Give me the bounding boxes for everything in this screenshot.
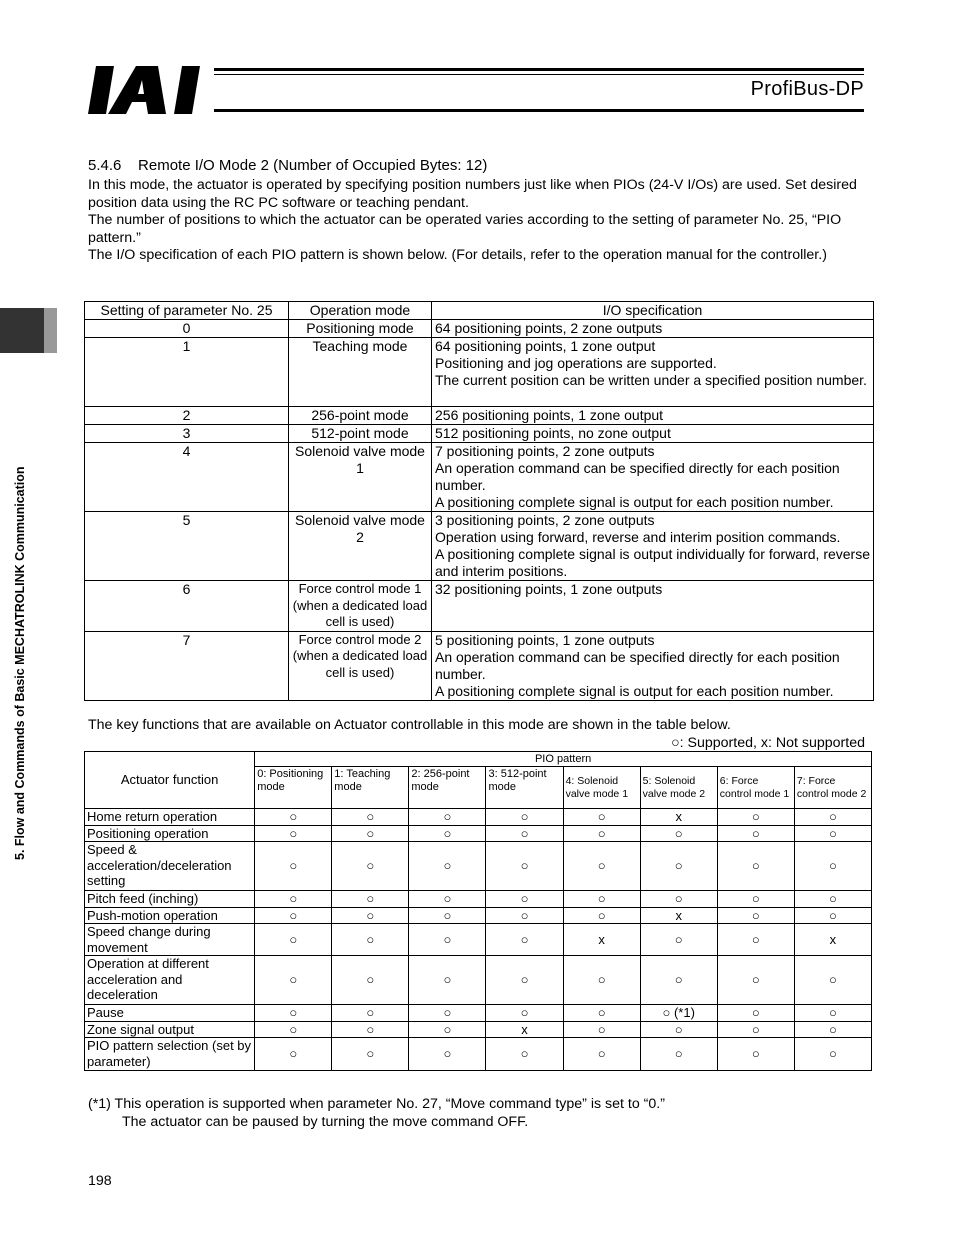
pattern-header: 5: Solenoid valve mode 2 [640,767,717,809]
support-legend: ○: Supported, x: Not supported [671,735,865,751]
support-cell: ○ [563,1038,640,1071]
setting-cell: 1 [85,338,289,407]
support-cell: ○ [794,956,871,1005]
table-row [85,425,874,443]
support-cell: ○ [563,825,640,842]
footnote [88,1096,665,1131]
setting-cell: 5 [85,512,289,581]
intro-paragraph: The I/O specification of each PIO pattern is shown below. (For details, refer to the operation manual for the controller.) [88,247,827,264]
support-cell: ○ [409,907,486,924]
support-cell: ○ [486,907,563,924]
pattern-header: 2: 256-point mode [409,767,486,809]
support-cell: ○ [332,907,409,924]
table-row [85,1021,872,1038]
support-cell: ○ [332,1038,409,1071]
support-cell: ○ [717,842,794,891]
support-cell: ○ [486,1005,563,1022]
support-cell: ○ [486,891,563,908]
intro-paragraph: The number of positions to which the actuator can be operated varies according to the setting of parameter No. 25, “PIO pattern.” [88,212,842,246]
support-cell: ○ [255,1038,332,1071]
spec-cell [432,631,874,700]
support-cell: ○ [486,842,563,891]
mode-cell: Force control mode 2 (when a dedicated load cell is used) [289,631,432,700]
support-cell: ○ [640,956,717,1005]
mode-cell: 512-point mode [289,425,432,443]
table-row [85,956,872,1005]
header-rule-bottom [214,109,864,112]
support-cell: ○ [409,825,486,842]
support-cell: ○ [563,809,640,826]
pattern-header: 6: Force control mode 1 [717,767,794,809]
table-row [85,825,872,842]
support-cell: ○ [640,924,717,956]
function-name-cell: PIO pattern selection (set by parameter) [85,1038,255,1071]
table-row [85,581,874,632]
function-name-cell: Positioning operation [85,825,255,842]
spec-line: A positioning complete signal is output individually for forward, reverse and interim positions. [435,546,871,579]
support-cell: ○ [255,891,332,908]
function-name-cell: Operation at different acceleration and deceleration [85,956,255,1005]
support-cell: ○ [640,1021,717,1038]
footnote-line: The actuator can be paused by turning the move command OFF. [122,1113,529,1130]
support-cell: x [563,924,640,956]
support-cell: ○ [332,924,409,956]
support-cell: ○ [794,1021,871,1038]
spec-line: A positioning complete signal is output for each position number. [435,682,834,699]
support-cell: ○ [794,1005,871,1022]
table-row [85,631,874,700]
support-cell: ○ [409,891,486,908]
spec-line: 5 positioning points, 1 zone outputs [435,631,655,648]
function-name-cell: Home return operation [85,809,255,826]
intro-paragraph: In this mode, the actuator is operated by specifying position numbers just like when PIOs (24-V I/Os) are used. Set desired position data using the RC PC software or teaching pendant. [88,177,857,211]
table-group-header-row [85,752,872,767]
header-rule-thin [214,74,864,75]
pattern-header: 0: Positioning mode [255,767,332,809]
mode-cell: Positioning mode [289,320,432,338]
support-cell: ○ [255,1005,332,1022]
setting-cell: 3 [85,425,289,443]
table-row [85,809,872,826]
support-cell: ○ [717,809,794,826]
support-cell: ○ [255,809,332,826]
table-row [85,907,872,924]
support-cell: ○ [640,825,717,842]
support-cell: ○ [717,1038,794,1071]
mode-cell: Force control mode 1 (when a dedicated load cell is used) [289,581,432,632]
support-cell: ○ [717,825,794,842]
support-cell: ○ [563,842,640,891]
table-row [85,842,872,891]
support-cell: ○ [717,907,794,924]
function-name-cell: Pitch feed (inching) [85,891,255,908]
support-cell: ○ [640,1038,717,1071]
setting-cell: 6 [85,581,289,632]
spec-line: A positioning complete signal is output for each position number. [435,494,834,510]
spec-line: An operation command can be specified directly for each position number. [435,648,840,682]
function-name-cell: Push-motion operation [85,907,255,924]
table-row [85,924,872,956]
spec-line: 3 positioning points, 2 zone outputs [435,512,655,528]
setting-cell: 0 [85,320,289,338]
pio-pattern-spec-table [84,301,874,701]
support-cell: ○ [332,1021,409,1038]
support-cell: ○ [794,1038,871,1071]
function-name-cell: Speed & acceleration/deceleration setting [85,842,255,891]
support-cell: ○ [640,842,717,891]
support-cell: ○ [486,956,563,1005]
support-cell: ○ [717,1005,794,1022]
spec-cell [432,407,874,425]
chapter-tab-gray [44,308,57,353]
support-cell: x [640,809,717,826]
spec-line: 64 positioning points, 1 zone output [435,338,656,354]
support-cell: ○ [486,924,563,956]
spec-line: 32 positioning points, 1 zone outputs [435,581,663,597]
spec-line: An operation command can be specified directly for each position number. [435,460,840,493]
function-column-header: Actuator function [85,752,255,809]
spec-cell [432,443,874,512]
table-row [85,338,874,407]
support-cell: ○ [409,924,486,956]
support-cell: ○ [255,1021,332,1038]
support-cell: ○ [563,956,640,1005]
support-cell: ○ [717,891,794,908]
header-rule-top [214,68,864,71]
setting-cell: 7 [85,631,289,700]
support-cell: ○ [486,809,563,826]
spec-line: Positioning and jog operations are supported. [435,355,717,371]
support-cell: ○ [409,809,486,826]
table-row [85,1005,872,1022]
setting-cell: 2 [85,407,289,425]
support-cell: ○ [332,809,409,826]
support-cell: ○ [409,842,486,891]
section-title: 5.4.6 Remote I/O Mode 2 (Number of Occupied Bytes: 12) [88,157,488,174]
spec-line: 64 positioning points, 2 zone outputs [435,320,663,336]
support-cell: x [640,907,717,924]
support-cell: ○ [794,809,871,826]
support-cell: ○ [255,956,332,1005]
spec-line: 256 positioning points, 1 zone output [435,407,664,423]
iai-logo [86,66,206,114]
mode-cell: 256-point mode [289,407,432,425]
spec-cell [432,320,874,338]
support-cell: ○ [486,825,563,842]
intro-text [88,177,868,265]
support-cell: ○ [409,1021,486,1038]
table-header-row [85,302,874,320]
support-cell: ○ (*1) [640,1005,717,1022]
support-cell: ○ [794,907,871,924]
spec-cell [432,425,874,443]
spec-line: Operation using forward, reverse and interim position commands. [435,529,841,545]
mode-cell [289,443,432,512]
table-row [85,320,874,338]
table-row [85,512,874,581]
mode-text: Solenoid valve mode 2 [295,512,425,545]
support-cell: ○ [794,891,871,908]
mode-cell: Teaching mode [289,338,432,407]
spec-cell [432,338,874,407]
table-row [85,443,874,512]
key-functions-table-body [85,809,872,1071]
support-cell: ○ [640,891,717,908]
spec-cell [432,512,874,581]
support-cell: ○ [332,842,409,891]
support-cell: x [486,1021,563,1038]
support-cell: ○ [563,1021,640,1038]
page-number: 198 [88,1173,112,1189]
function-name-cell: Pause [85,1005,255,1022]
support-cell: x [794,924,871,956]
product-name: ProfiBus-DP [750,78,864,100]
table-row [85,407,874,425]
support-cell: ○ [563,1005,640,1022]
function-name-cell: Speed change during movement [85,924,255,956]
mode-cell [289,512,432,581]
column-header: Setting of parameter No. 25 [85,302,289,320]
column-header: Operation mode [289,302,432,320]
key-functions-intro: The key functions that are available on Actuator controllable in this mode are shown in the table below. [88,717,731,733]
table-row [85,891,872,908]
support-cell: ○ [332,825,409,842]
table-row [85,1038,872,1071]
support-cell: ○ [255,924,332,956]
support-cell: ○ [409,956,486,1005]
support-cell: ○ [255,825,332,842]
key-functions-table [84,751,872,1071]
support-cell: ○ [409,1005,486,1022]
spec-line: 7 positioning points, 2 zone outputs [435,443,655,459]
support-cell: ○ [794,825,871,842]
footnote-line: (*1) This operation is supported when parameter No. 27, “Move command type” is set to “0.” [88,1096,665,1112]
support-cell: ○ [255,907,332,924]
spec-line: The current position can be written under a specified position number. [435,372,867,388]
support-cell: ○ [332,1005,409,1022]
support-cell: ○ [332,956,409,1005]
spec-line: 512 positioning points, no zone output [435,425,671,441]
column-header: I/O specification [432,302,874,320]
support-cell: ○ [409,1038,486,1071]
support-cell: ○ [717,924,794,956]
support-cell: ○ [563,907,640,924]
spec-cell [432,581,874,632]
support-cell: ○ [717,956,794,1005]
function-name-cell: Zone signal output [85,1021,255,1038]
chapter-side-label-text: 5. Flow and Commands of Basic MECHATROLINK Communication [13,466,27,860]
support-cell: ○ [563,891,640,908]
pio-pattern-group-header: PIO pattern [255,752,872,767]
pattern-header: 7: Force control mode 2 [794,767,871,809]
support-cell: ○ [794,842,871,891]
support-cell: ○ [717,1021,794,1038]
setting-cell: 4 [85,443,289,512]
pattern-header: 1: Teaching mode [332,767,409,809]
support-cell: ○ [332,891,409,908]
pattern-header: 3: 512-point mode [486,767,563,809]
pattern-header: 4: Solenoid valve mode 1 [563,767,640,809]
chapter-side-label [13,370,31,860]
support-cell: ○ [255,842,332,891]
mode-text: Solenoid valve mode 1 [295,443,425,476]
chapter-tab-dark [0,308,44,353]
support-cell: ○ [486,1038,563,1071]
